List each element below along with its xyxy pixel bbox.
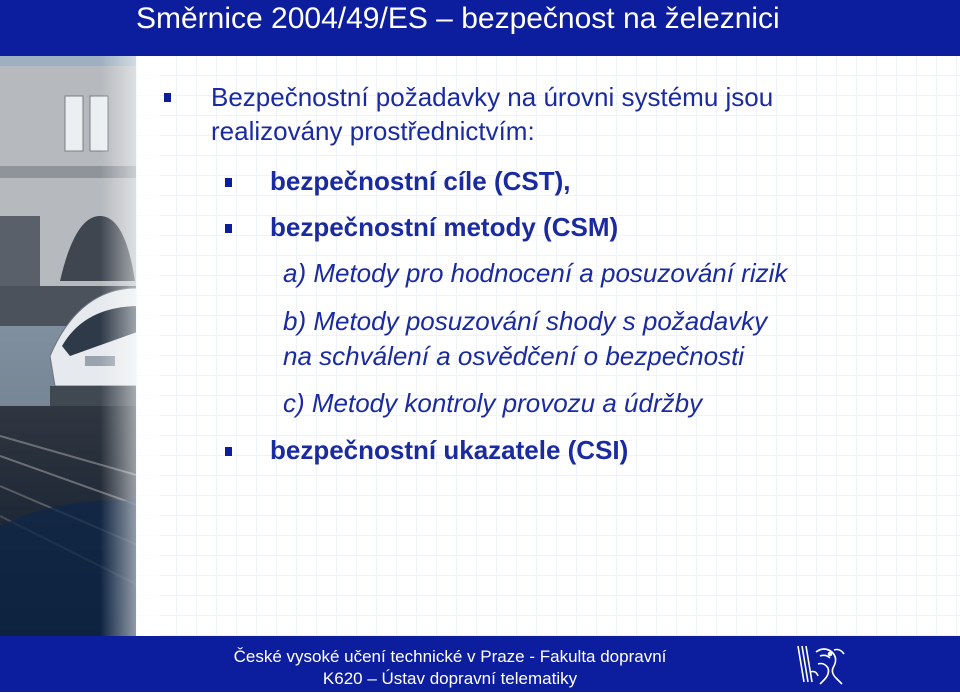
sub-item-b-line-2: na schválení a osvědčení o bezpečnosti xyxy=(283,341,745,371)
list-item-csi: bezpečnostní ukazatele (CSI) xyxy=(270,435,629,465)
list-item-csm: bezpečnostní metody (CSM) xyxy=(270,212,619,242)
sub-item-b-line-1: b) Metody posuzování shody s požadavky xyxy=(283,306,768,336)
bullet-icon xyxy=(225,447,232,456)
bullet-icon xyxy=(164,93,171,102)
sub-item-c: c) Metody kontroly provozu a údržby xyxy=(283,388,703,418)
bullet-icon xyxy=(225,178,232,187)
intro-line-2: realizovány prostřednictvím: xyxy=(211,116,535,146)
footer-department: K620 – Ústav dopravní telematiky xyxy=(322,669,578,688)
bullet-icon xyxy=(225,224,232,233)
footer-university: České vysoké učení technické v Praze - Fakulta dopravní xyxy=(233,647,667,666)
slide-title: Směrnice 2004/49/ES – bezpečnost na železnici xyxy=(136,2,780,35)
university-lion-logo-icon xyxy=(790,642,850,688)
list-item-cst: bezpečnostní cíle (CST), xyxy=(270,166,571,196)
sub-item-a: a) Metody pro hodnocení a posuzování rizik xyxy=(283,258,788,288)
photo-fade xyxy=(100,56,160,636)
intro-line-1: Bezpečnostní požadavky na úrovni systému jsou xyxy=(211,82,774,112)
title-bar xyxy=(0,0,960,56)
